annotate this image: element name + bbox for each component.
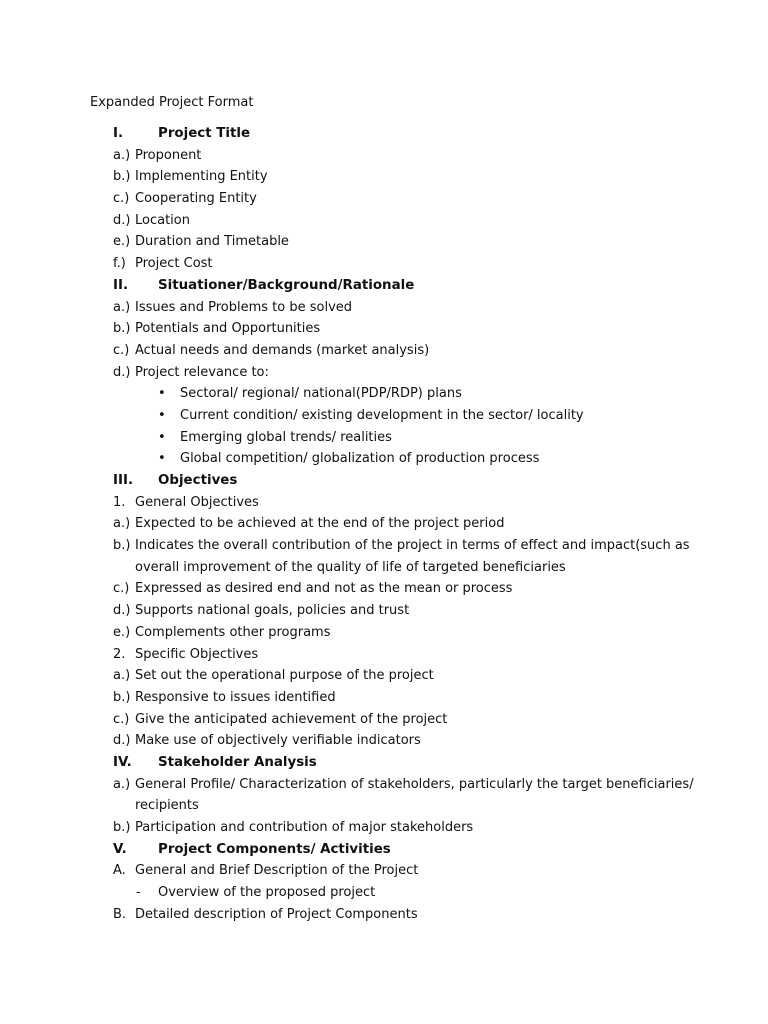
list-marker: e.) <box>113 624 131 640</box>
line-text: Make use of objectively verifiable indicators <box>135 733 421 749</box>
line-text: Project Title <box>158 126 251 141</box>
list-marker: - <box>136 885 141 901</box>
list-item <box>0 578 768 600</box>
list-marker: a.) <box>113 299 131 315</box>
section-heading <box>0 752 768 774</box>
section-heading <box>0 470 768 492</box>
bullet-icon: • <box>158 451 166 467</box>
line-text: overall improvement of the quality of life of targeted beneficiaries <box>135 559 566 575</box>
list-item <box>0 145 768 167</box>
section-heading <box>0 839 768 861</box>
list-item <box>0 297 768 319</box>
list-marker: IV. <box>113 754 132 770</box>
line-text: Specific Objectives <box>135 646 259 662</box>
list-marker: 2. <box>113 646 126 662</box>
list-marker: b.) <box>113 538 131 554</box>
list-marker: I. <box>113 126 124 141</box>
list-item <box>0 644 768 666</box>
bullet-item <box>0 383 768 405</box>
line-text: Expected to be achieved at the end of the project period <box>135 516 505 532</box>
list-marker: b.) <box>113 820 131 835</box>
list-item <box>0 340 768 362</box>
list-marker: B. <box>113 906 127 922</box>
list-marker: b.) <box>113 169 131 185</box>
list-item <box>0 253 768 275</box>
list-marker: d.) <box>113 733 131 749</box>
line-text: Potentials and Opportunities <box>135 321 321 337</box>
section-heading <box>0 123 768 145</box>
list-item <box>0 166 768 188</box>
line-text: Indicates the overall contribution of the project in terms of effect and impact(such as <box>135 538 690 554</box>
document-body <box>0 123 768 925</box>
list-item <box>0 709 768 731</box>
line-text: Actual needs and demands (market analysis) <box>135 342 430 358</box>
list-marker: III. <box>113 473 134 488</box>
list-marker: c.) <box>113 191 130 207</box>
line-text: Emerging global trends/ realities <box>180 429 392 445</box>
line-text: Project relevance to: <box>135 364 269 380</box>
list-marker: A. <box>113 863 126 879</box>
line-text: Project Cost <box>135 256 213 272</box>
list-item <box>0 188 768 210</box>
list-item <box>0 600 768 622</box>
list-marker: c.) <box>113 342 130 358</box>
line-text: Global competition/ globalization of production process <box>180 451 540 467</box>
list-item <box>0 860 768 882</box>
line-text: Give the anticipated achievement of the project <box>135 711 448 727</box>
line-text: Objectives <box>158 473 238 488</box>
bullet-item <box>0 448 768 470</box>
list-item <box>0 513 768 535</box>
list-marker: d.) <box>113 212 131 228</box>
list-marker: b.) <box>113 689 131 705</box>
line-text: General Objectives <box>135 494 259 510</box>
line-text: Current condition/ existing development in the sector/ locality <box>180 407 584 423</box>
line-text: recipients <box>135 798 199 814</box>
bullet-item <box>0 405 768 427</box>
line-text: Proponent <box>135 147 202 163</box>
line-text: Supports national goals, policies and trust <box>135 603 410 619</box>
line-text: Overview of the proposed project <box>158 885 376 901</box>
line-text: Set out the operational purpose of the project <box>135 668 434 684</box>
list-marker: V. <box>113 841 127 857</box>
list-item <box>0 730 768 752</box>
list-marker: II. <box>113 277 129 293</box>
list-marker: c.) <box>113 711 130 727</box>
list-item <box>0 622 768 644</box>
line-text: Cooperating Entity <box>135 191 257 207</box>
list-marker: a.) <box>113 516 131 532</box>
list-item <box>0 817 768 839</box>
list-marker: d.) <box>113 364 131 380</box>
dash-item <box>0 882 768 904</box>
section-heading <box>0 275 768 297</box>
line-text: Sectoral/ regional/ national(PDP/RDP) plans <box>180 386 462 402</box>
line-text: Stakeholder Analysis <box>158 754 317 770</box>
line-text: Implementing Entity <box>135 169 268 185</box>
line-text: Situationer/Background/Rationale <box>158 277 415 293</box>
list-item <box>0 665 768 687</box>
line-text: Duration and Timetable <box>135 234 289 250</box>
list-marker: f.) <box>113 256 126 272</box>
list-marker: 1. <box>113 494 126 510</box>
list-item <box>0 687 768 709</box>
list-marker: e.) <box>113 234 131 250</box>
list-item <box>0 210 768 232</box>
bullet-item <box>0 427 768 449</box>
bullet-icon: • <box>158 429 166 445</box>
line-text: Location <box>135 212 190 228</box>
bullet-icon: • <box>158 407 166 423</box>
list-item <box>0 318 768 340</box>
line-text: Detailed description of Project Components <box>135 906 418 922</box>
line-text: Issues and Problems to be solved <box>135 299 353 315</box>
list-item <box>0 774 768 796</box>
list-item <box>0 492 768 514</box>
document-title: Expanded Project Format <box>90 95 254 110</box>
list-item <box>0 362 768 384</box>
line-text: Expressed as desired end and not as the mean or process <box>135 581 513 597</box>
list-marker: c.) <box>113 581 130 597</box>
bullet-icon: • <box>158 386 166 402</box>
line-text: Responsive to issues identified <box>135 689 336 705</box>
line-text: General and Brief Description of the Project <box>135 863 419 879</box>
line-text: Participation and contribution of major stakeholders <box>135 820 474 835</box>
list-item <box>0 795 768 817</box>
list-item <box>0 231 768 253</box>
line-text: Project Components/ Activities <box>158 841 391 857</box>
list-marker: a.) <box>113 147 131 163</box>
list-item <box>0 557 768 579</box>
list-marker: d.) <box>113 603 131 619</box>
line-text: Complements other programs <box>135 624 331 640</box>
list-marker: a.) <box>113 668 131 684</box>
list-marker: b.) <box>113 321 131 337</box>
list-item <box>0 535 768 557</box>
list-marker: a.) <box>113 776 131 792</box>
list-item <box>0 904 768 926</box>
line-text: General Profile/ Characterization of stakeholders, particularly the target beneficiaries/ <box>135 776 694 792</box>
